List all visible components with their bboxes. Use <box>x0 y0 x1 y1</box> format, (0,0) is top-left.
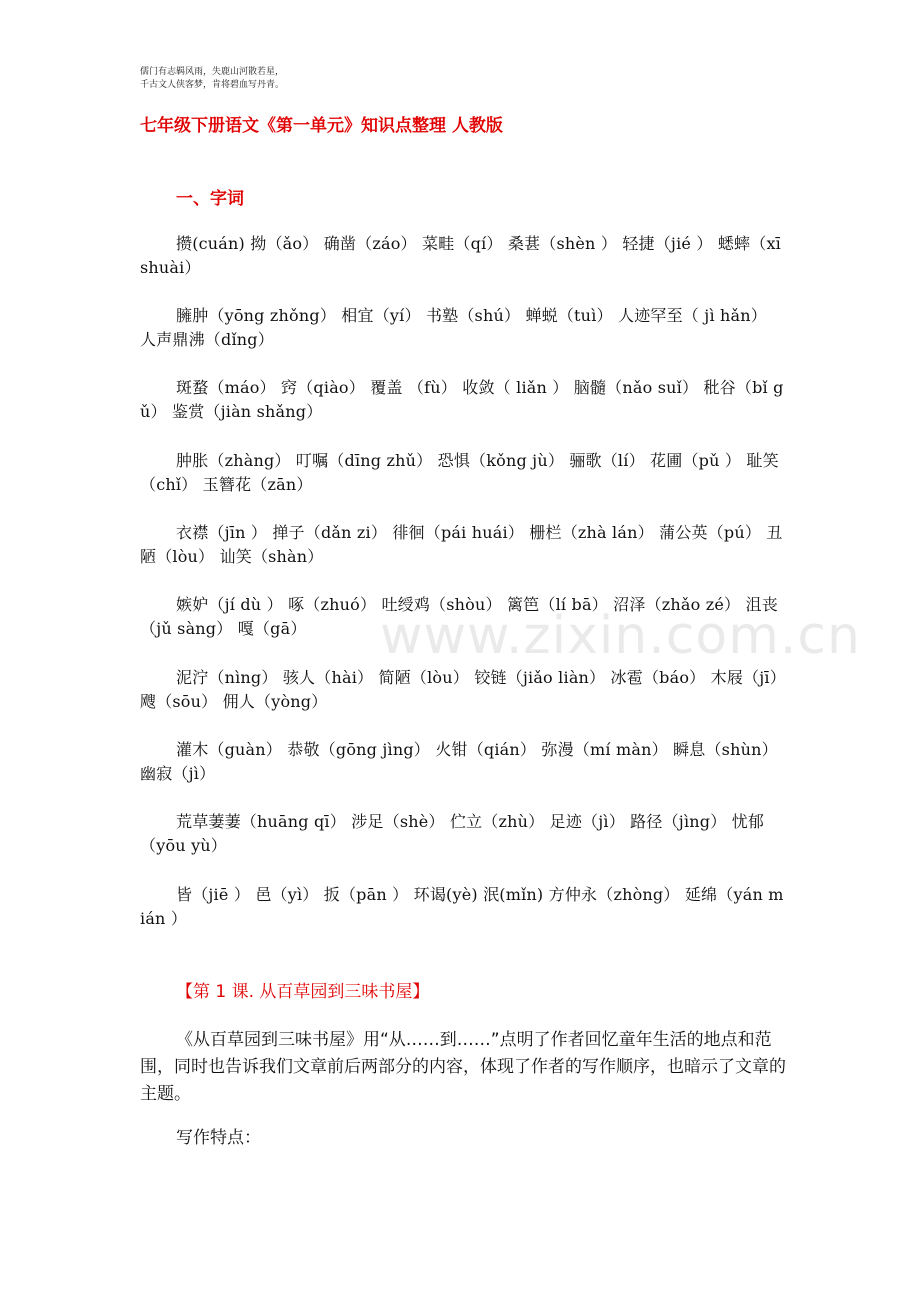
document-title: 七年级下册语文《第一单元》知识点整理 人教版 <box>140 116 503 136</box>
lesson-1-paragraph: 《从百草园到三味书屋》用“从……到……”点明了作者回忆童年生活的地点和范围，同时也告诉我们文章前后两部分的内容，体现了作者的写作顺序，也暗示了文章的主题。 <box>140 1030 786 1104</box>
vocab-paragraph-3: 斑蝥（máo） 窍（qiào） 覆盖 （fù） 收敛（ liǎn ） 脑髓（nǎo suǐ） 秕谷（bǐ gǔ） 鉴赏（jiàn shǎng） <box>140 378 784 421</box>
vocab-paragraph-8: 灌木（guàn） 恭敬（gōng jìng） 火钳（qián） 弥漫（mí màn） 瞬息（shùn） 幽寂（jì） <box>140 740 778 783</box>
vocab-paragraph-10: 皆（jiē ） 邑（yì） 扳（pān ） 环谒(yè) 泯(mǐn) 方仲永（zhòng） 延绵（yán mián ） <box>140 885 784 928</box>
vocab-paragraph-5: 衣襟（jīn ） 掸子（dǎn zi） 徘徊（pái huái） 栅栏（zhà lán） 蒲公英（pú） 丑陋（lòu） 讪笑（shàn） <box>140 523 783 566</box>
vocab-paragraph-7: 泥泞（nìng） 骇人（hài） 简陋（lòu） 铰链（jiǎo liàn） 冰雹（báo） 木屐（jī） 飕（sōu） 佣人（yòng） <box>140 668 786 711</box>
section-heading-vocab: 一、字词 <box>176 189 244 209</box>
lesson-1-heading: 【第 1 课. 从百草园到三味书屋】 <box>176 982 430 1002</box>
header-verse-line-1: 儒门有志羁风雨，失鹿山河散若星， <box>140 67 285 77</box>
writing-features-label: 写作特点： <box>176 1128 261 1148</box>
vocab-paragraph-4: 肿胀（zhàng） 叮嘱（dīng zhǔ） 恐惧（kǒng jù） 骊歌（lí） 花圃（pǔ ） 耻笑（chǐ） 玉簪花（zān） <box>140 451 779 494</box>
vocab-paragraph-2: 臃肿（yōng zhǒng） 相宜（yí） 书塾（shú） 蝉蜕（tuì） 人迹罕至（ jì hǎn） 人声鼎沸（dǐng） <box>140 306 767 349</box>
header-verse-line-2: 千古文人侠客梦，肯将碧血写丹青。 <box>140 80 285 90</box>
vocab-paragraph-6: 嫉妒（jí dù ） 啄（zhuó） 吐绶鸡（shòu） 篱笆（lí bā） 沼泽（zhǎo zé） 沮丧（jǔ sàng） 嘎（gā） <box>140 595 778 638</box>
watermark: www.zixin.com.cn <box>380 606 861 666</box>
vocab-paragraph-9: 荒草萋萋（huāng qī） 涉足（shè） 伫立（zhù） 足迹（jì） 路径（jìng） 忧郁（yōu yù） <box>140 812 765 855</box>
vocab-paragraph-1: 攒(cuán) 拗（ǎo） 确凿（záo） 菜畦（qí） 桑葚（shèn ） 轻捷（jié ） 蟋蟀（xī shuài） <box>140 234 781 277</box>
